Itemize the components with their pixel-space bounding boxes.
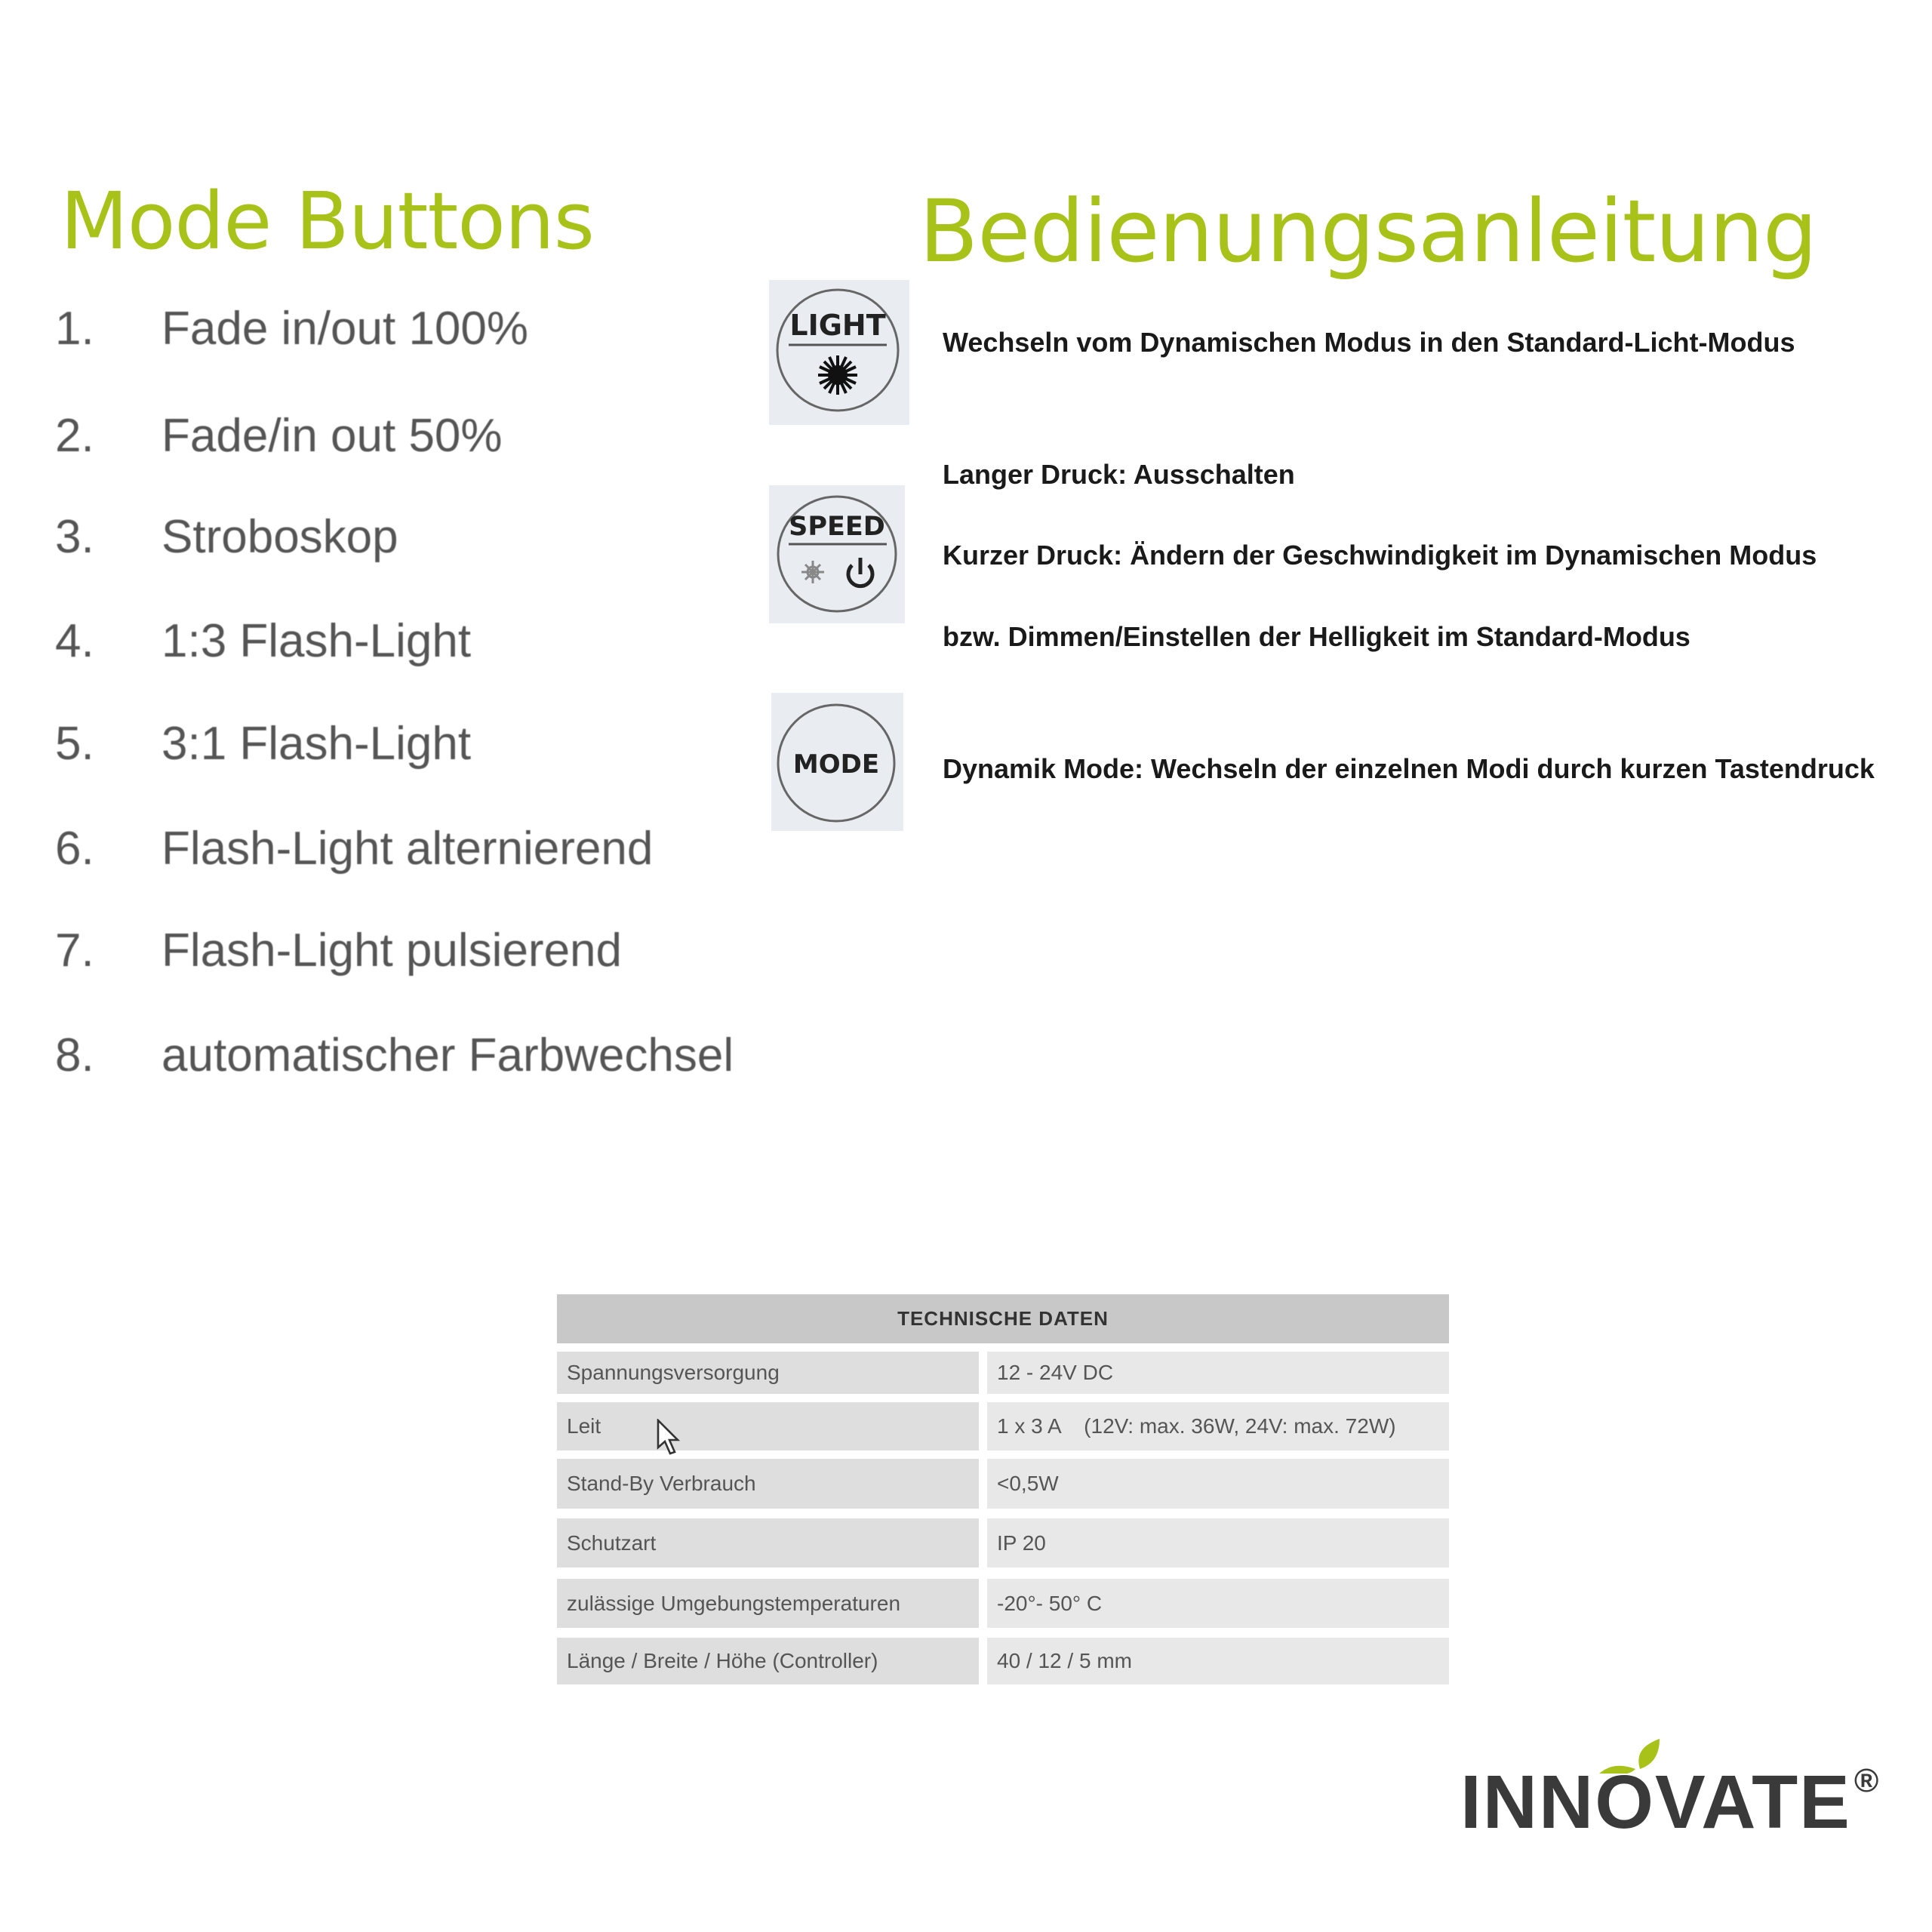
brand-name: INNOVATE <box>1460 1760 1851 1844</box>
mode-buttons-title: Mode Buttons <box>60 175 594 267</box>
light-description: Wechseln vom Dynamischen Modus in den Standard-Licht-Modus <box>943 327 1795 358</box>
table-cell-label: Schutzart <box>557 1518 979 1567</box>
list-item <box>55 409 503 463</box>
table-cell-label: Leit <box>557 1402 979 1451</box>
table-cell-value: <0,5W <box>987 1459 1449 1509</box>
mode-label: MODE <box>792 749 880 780</box>
item-label: Flash-Light alternierend <box>162 823 654 875</box>
item-number: 4. <box>55 615 94 667</box>
innovate-logo <box>1460 1760 1879 1844</box>
item-label: automatischer Farbwechsel <box>162 1029 734 1081</box>
list-item <box>55 614 471 669</box>
item-number: 2. <box>55 410 94 462</box>
item-number: 7. <box>55 924 94 977</box>
list-item <box>55 1029 734 1083</box>
table-cell-value: 40 / 12 / 5 mm <box>987 1638 1449 1684</box>
table-cell-label: Länge / Breite / Höhe (Controller) <box>557 1638 979 1684</box>
registered-mark: ® <box>1854 1762 1879 1799</box>
mode-description: Dynamik Mode: Wechseln der einzelnen Modi durch kurzen Tastendruck <box>943 753 1875 784</box>
table-cell-value: 1 x 3 A (12V: max. 36W, 24V: max. 72W) <box>987 1402 1449 1451</box>
list-item <box>55 302 528 356</box>
sun-burst-icon <box>818 355 857 395</box>
table-cell-value: 12 - 24V DC <box>987 1352 1449 1394</box>
speed-long-press: Langer Druck: Ausschalten <box>943 459 1295 490</box>
item-number: 3. <box>55 511 94 563</box>
mouse-cursor-icon <box>657 1419 682 1457</box>
item-number: 6. <box>55 823 94 875</box>
item-number: 1. <box>55 303 94 355</box>
speed-label: SPEED <box>789 512 885 542</box>
item-number: 5. <box>55 718 94 770</box>
power-icon <box>848 558 872 586</box>
item-number: 8. <box>55 1029 94 1081</box>
list-item <box>55 924 622 978</box>
manual-title: Bedienungsanleitung <box>919 181 1817 281</box>
speed-button <box>769 485 905 623</box>
speed-short-press: Kurzer Druck: Ändern der Geschwindigkeit im Dynamischen Modus <box>943 540 1817 571</box>
table-cell-value: IP 20 <box>987 1518 1449 1567</box>
list-item <box>55 510 398 565</box>
list-item <box>55 822 653 876</box>
item-label: Stroboskop <box>162 511 398 563</box>
table-cell-value: -20°- 50° C <box>987 1579 1449 1628</box>
table-cell-label: zulässige Umgebungstemperaturen <box>557 1579 979 1628</box>
item-label: Fade/in out 50% <box>162 410 503 462</box>
item-label: Fade in/out 100% <box>162 303 529 355</box>
speed-short-press-2: bzw. Dimmen/Einstellen der Helligkeit im Standard-Modus <box>943 621 1690 652</box>
brightness-icon <box>801 561 824 583</box>
table-header: TECHNISCHE DATEN <box>557 1294 1449 1343</box>
list-item <box>55 717 471 771</box>
item-label: 3:1 Flash-Light <box>162 718 472 770</box>
table-cell-label: Spannungsversorgung <box>557 1352 979 1394</box>
item-label: 1:3 Flash-Light <box>162 615 472 667</box>
mode-button <box>771 693 903 831</box>
item-label: Flash-Light pulsierend <box>162 924 623 977</box>
table-cell-label: Stand-By Verbrauch <box>557 1459 979 1509</box>
light-label: LIGHT <box>789 309 886 342</box>
light-button <box>769 280 909 425</box>
